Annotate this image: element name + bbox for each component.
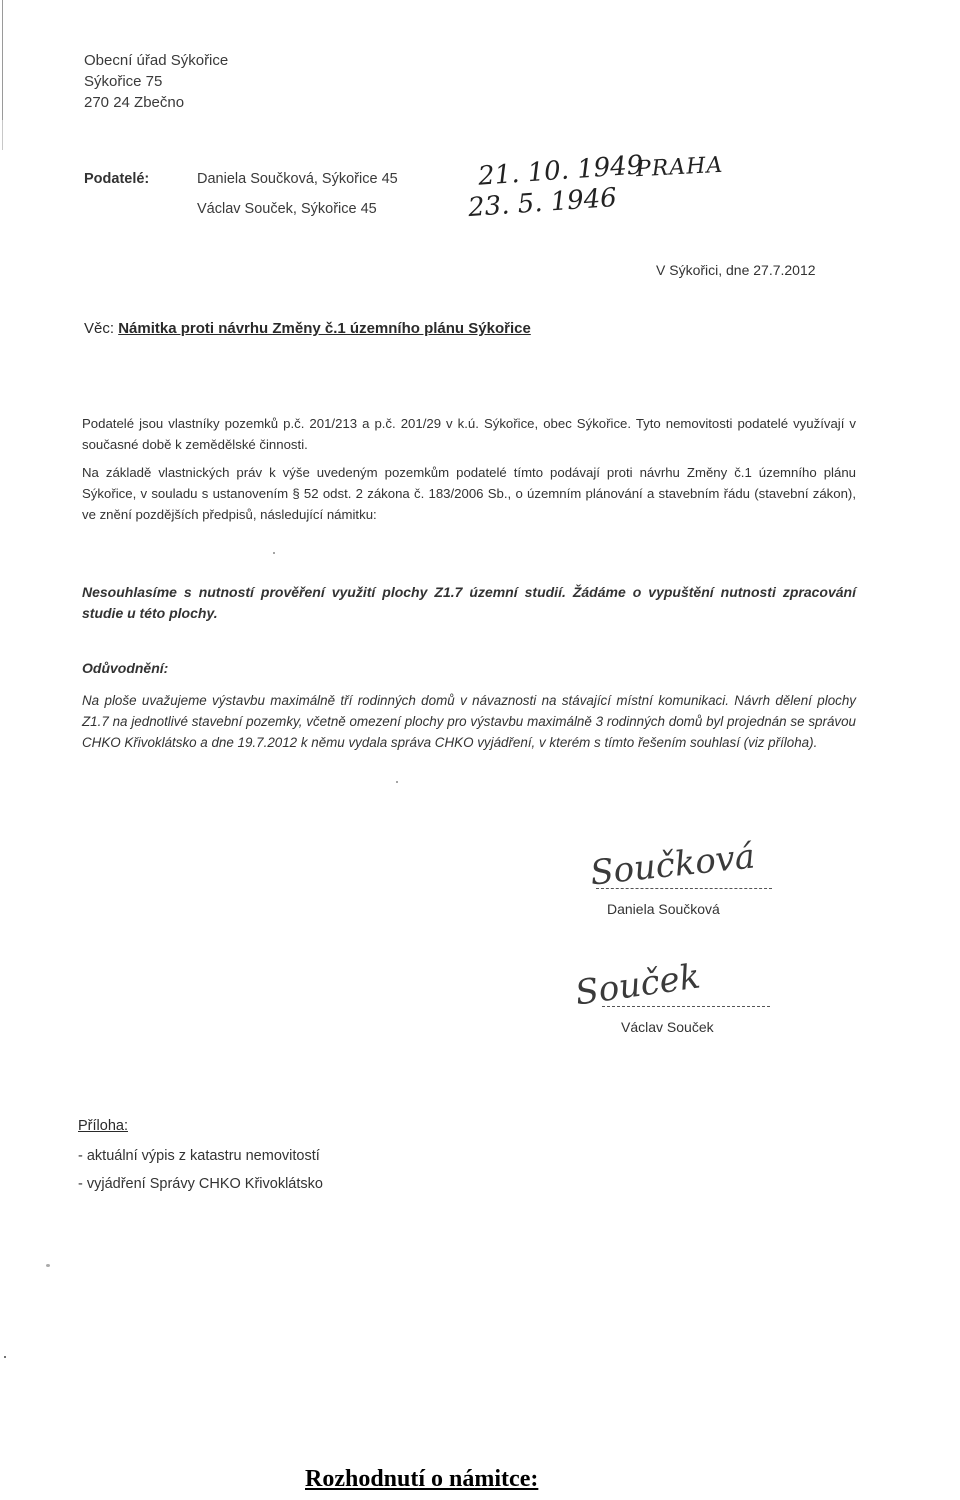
attachment-item: - vyjádření Správy CHKO Křivoklátsko <box>78 1176 323 1192</box>
scan-edge <box>2 0 3 120</box>
objection-text: Nesouhlasíme s nutností prověření využití plochy Z1.7 územní studií. Žádáme o vypuštění nutnosti zpracování studie u této plochy. <box>82 584 856 621</box>
objection-intro-paragraph: Na základě vlastnických práv k výše uvedeným pozemkům podatelé tímto podávají proti návrhu Změny č.1 územního plánu Sýkořice, v souladu s ustanovením § 52 odst. 2 zákona č. 183/2006 Sb., o územním plánování a stavebním řádu (stavební zákon), ve znění pozdějších předpisů, následující námitku: <box>82 465 856 522</box>
sender-line: Obecní úřad Sýkořice <box>84 52 229 69</box>
petitioner-name: Václav Souček, Sýkořice 45 <box>197 201 377 217</box>
attachment-item: - aktuální výpis z katastru nemovitostí <box>78 1148 320 1164</box>
justification-label: Odůvodnění: <box>82 660 169 676</box>
subject-line <box>84 320 531 337</box>
signatory-name: Václav Souček <box>621 1019 714 1035</box>
justification-text: Na ploše uvažujeme výstavbu maximálně tří rodinných domů v návaznosti na stávající místní komunikaci. Návrh dělení plochy Z1.7 na jednotlivé stavební pozemky, včetně omezení plochy pro výstavbu maximálně 3 rodinných domů byl projednán se správou CHKO Křivoklátsko a dne 19.7.2012 k němu vydala správa CHKO vyjádření, v kterém s tímto řešením souhlasí (viz příloha). <box>82 693 856 750</box>
handwritten-birth-date: 21. 10. 1949 <box>477 150 645 192</box>
scan-edge <box>2 120 3 150</box>
attachments-label: Příloha: <box>78 1118 128 1134</box>
scan-speck <box>46 1264 50 1267</box>
sender-line: 270 24 Zbečno <box>84 94 185 111</box>
signatory-name: Daniela Součková <box>607 901 720 917</box>
subject-title: Námitka proti návrhu Změny č.1 územního plánu Sýkořice <box>118 320 531 337</box>
scan-speck <box>4 1356 6 1358</box>
petitioner-name: Daniela Součková, Sýkořice 45 <box>197 171 398 187</box>
subject-prefix: Věc: <box>84 320 119 337</box>
handwritten-birthplace: PRAHA <box>635 152 724 183</box>
signature-scribble: Součková <box>588 836 757 894</box>
sender-line: Sýkořice 75 <box>84 73 163 90</box>
ownership-paragraph: Podatelé jsou vlastníky pozemků p.č. 201/213 a p.č. 201/29 v k.ú. Sýkořice, obec Sýkořice. Tyto nemovitosti podatelé využívají v současné době k zemědělské činnosti. <box>82 416 856 452</box>
petitioners-label: Podatelé: <box>84 171 150 187</box>
signature-scribble: Souček <box>572 956 703 1014</box>
signature-line <box>602 1006 770 1007</box>
scan-speck <box>273 552 275 554</box>
signature-line <box>596 888 772 889</box>
scan-speck <box>396 781 398 783</box>
handwritten-birth-date: 23. 5. 1946 <box>467 182 618 224</box>
decision-heading: Rozhodnutí o námitce: <box>305 1466 539 1492</box>
sender-address <box>84 50 228 113</box>
place-date: V Sýkořici, dne 27.7.2012 <box>656 262 816 278</box>
